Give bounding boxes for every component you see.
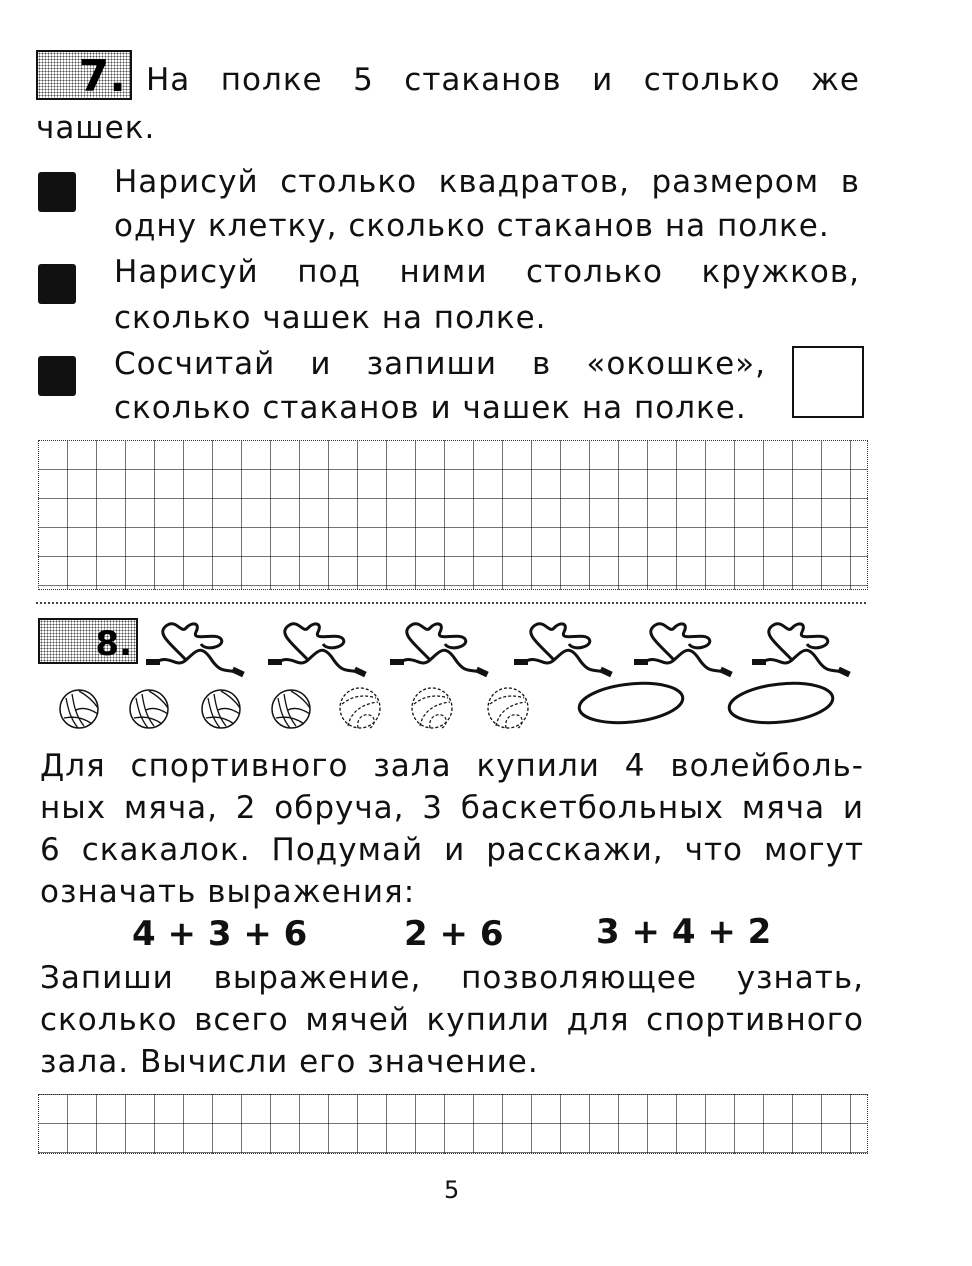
jump-rope-icon [268,614,368,674]
task-7-intro-line-1: На полке 5 стаканов и столько же [146,62,860,98]
expression-3: 3 + 4 + 2 [596,912,772,952]
expression-1: 4 + 3 + 6 [132,914,308,954]
task-8-question-line-2: сколько всего мячей купили для спортивного [40,1002,864,1038]
task-7-step-3-line-1: Сосчитай и запиши в «окошке», [114,346,766,382]
volleyball-icon [128,688,170,730]
task-8-question-line-3: зала. Вычисли его значение. [40,1044,539,1080]
jump-rope-icon [146,614,246,674]
task-7-step-1-line-1: Нарисуй столько квадратов, размером в [114,164,860,200]
task-8-text-line-4: означать выражения: [40,874,416,910]
basketball-icon [486,686,530,730]
jump-rope-icon [390,614,490,674]
volleyball-icon [58,688,100,730]
task-7-step-2-line-1: Нарисуй под ними столько кружков, [114,254,860,290]
task-8-text-line-1: Для спортивного зала купили 4 волейболь- [40,748,864,784]
task-7-answer-grid[interactable] [38,440,868,590]
task-8-number: 8. [95,624,132,664]
page-number: 5 [444,1176,460,1204]
task-8-number-badge [38,618,138,664]
jump-rope-icon [514,614,614,674]
bullet-icon [38,264,76,304]
expression-2: 2 + 6 [404,914,504,954]
section-divider [36,602,866,610]
task-7-number-badge [36,50,132,100]
volleyball-icon [200,688,242,730]
bullet-icon [38,172,76,212]
task-7-intro-line-2: чашек. [36,110,156,146]
hoop-icon [576,680,686,726]
task-7-step-1-line-2: одну клетку, сколько стаканов на полке. [114,208,830,244]
task-8-question-line-1: Запиши выражение, позволяющее узнать, [40,960,864,996]
basketball-icon [338,686,382,730]
task-7-number: 7. [78,51,126,102]
task-7-step-3-line-2: сколько стаканов и чашек на полке. [114,390,747,426]
basketball-icon [410,686,454,730]
hoop-icon [726,680,836,726]
jump-rope-icon [752,614,852,674]
task-7-step-2-line-2: сколько чашек на полке. [114,300,547,336]
jump-rope-icon [634,614,734,674]
task-8-text-line-2: ных мяча, 2 обруча, 3 баскетбольных мяча и [40,790,864,826]
answer-window-box[interactable] [792,346,864,418]
bullet-icon [38,356,76,396]
task-8-text-line-3: 6 скакалок. Подумай и расскажи, что могут [40,832,864,868]
task-8-answer-grid[interactable] [38,1094,868,1154]
volleyball-icon [270,688,312,730]
